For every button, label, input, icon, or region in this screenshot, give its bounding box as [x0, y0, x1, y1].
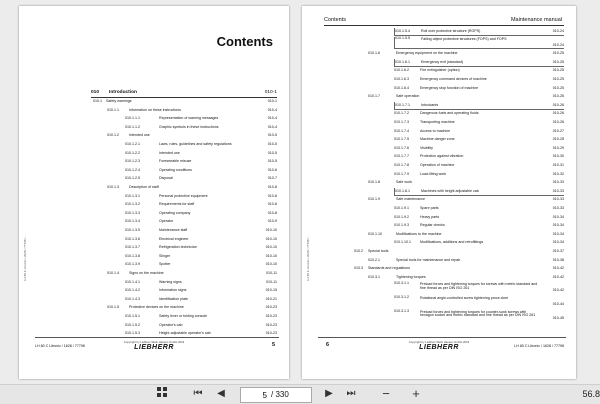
toc-page: 010-5 — [267, 133, 277, 138]
toc-number: 010.1.10 — [368, 231, 382, 236]
toc-number: 010.1.4 — [107, 271, 119, 275]
toc-page: 010-23 — [265, 305, 277, 310]
toc-page: 010-11 — [266, 279, 277, 284]
toc-title: Preload forces and tightening torques for screws with metric standard and fine thread as per DIN ISO 261 — [420, 282, 538, 291]
toc-number: 010.1.7.4 — [394, 128, 409, 133]
toc-title: Modifications to the machine — [396, 231, 442, 236]
toc-number: 010.1.2.1 — [125, 142, 140, 146]
toc-number: 010.1 — [93, 99, 102, 103]
toc-number: 010.1.7 — [368, 94, 380, 99]
toc-row[interactable] — [394, 239, 564, 246]
toc-title: Operator's cab — [159, 322, 183, 327]
toc-row[interactable] — [394, 282, 564, 293]
last-page-icon[interactable]: ⏭ — [346, 388, 356, 399]
toc-number: 010.1.9 — [368, 197, 380, 202]
toc-page: 010-33 — [552, 206, 564, 210]
toc-title: Warning signs — [159, 279, 182, 284]
toc-page: 010-1 — [267, 99, 277, 103]
toc-number: 010.1.5.5 — [395, 35, 410, 40]
grid-icon[interactable] — [154, 387, 170, 401]
toc-title: Falling object protective structures (FOPS) and FOPS — [421, 36, 507, 41]
toc-row[interactable] — [125, 236, 277, 243]
page-number-input[interactable] — [241, 388, 267, 402]
toc-title: Modifications, additions and retrofittings — [420, 240, 484, 245]
toc-title: Safety lever or folding console — [159, 314, 208, 318]
toc-page: 010-42 — [552, 266, 564, 271]
page-number: 5 — [271, 342, 275, 348]
toc-page: 010-9 — [267, 219, 277, 224]
toc-section-row[interactable] — [91, 88, 277, 98]
toc-title: Emergency command devices of machine — [420, 77, 487, 81]
toc-page: 010-34 — [552, 231, 564, 236]
toc-number: 010.1.9.3 — [394, 223, 409, 228]
toc-title: Operation of machine — [420, 163, 455, 167]
toc-title: Identification plate — [159, 296, 188, 301]
toc-page: 010-26 — [552, 102, 564, 107]
toc-page: 010-1 — [264, 90, 277, 95]
toc-row[interactable] — [394, 128, 564, 135]
toc-page: 010-10 — [265, 228, 277, 232]
toc-page: 010-4 — [267, 107, 277, 112]
toc-number: 010.1.9.1 — [394, 206, 409, 210]
toc-number: 010.1.3.2 — [125, 202, 140, 207]
toc-page: 010-6 — [267, 167, 277, 172]
toc-number: 010.1.3.7 — [125, 245, 140, 250]
toc-number: 010.3.1 — [368, 274, 380, 279]
toc-page: 010-33 — [552, 197, 564, 202]
toc-row[interactable] — [394, 153, 564, 160]
toc-row[interactable] — [394, 188, 564, 196]
toc-number: 010.1.2.4 — [125, 167, 140, 172]
toc-page: 010-7 — [267, 176, 277, 181]
footer-branding — [124, 340, 184, 351]
toc-page: 010-28 — [552, 137, 564, 142]
toc-row[interactable] — [394, 136, 564, 143]
toc-title: Intended use — [159, 150, 180, 155]
toc-row[interactable] — [394, 67, 564, 74]
toc-page: 010-34 — [552, 223, 564, 228]
toc-page: 010-25 — [552, 51, 564, 56]
side-margin-text: LH 80 C Litronic / 2028 / 77798 / ... — [23, 234, 27, 281]
toc-page: 010-38 — [552, 257, 564, 262]
toc-title: Intended use — [129, 133, 150, 138]
toc-row[interactable] — [394, 59, 564, 67]
toc-page: 010-44 — [552, 302, 564, 306]
toc-title: Spotter — [159, 262, 171, 267]
toc-title: Regular checks — [420, 223, 445, 228]
toc-number: 010.1.2.2 — [125, 150, 140, 155]
zoom-level[interactable]: 56.8 — [582, 389, 600, 399]
toc-row[interactable] — [125, 218, 277, 225]
toc-number: 010.1.1.2 — [125, 124, 140, 129]
toc-row[interactable] — [125, 124, 277, 131]
toc-row[interactable] — [394, 85, 564, 92]
toc-number: 010.2.1 — [368, 257, 380, 262]
page-title: Contents — [216, 34, 273, 49]
toc-page: 010-25 — [552, 68, 564, 73]
toc-title: Emergency stop function of machine — [420, 85, 479, 90]
toc-title: Tightening torques — [396, 274, 426, 279]
right-page — [302, 6, 576, 379]
toc-title: Safe maintenance — [396, 197, 425, 202]
toc-number: 010.1.7.9 — [394, 171, 409, 176]
toc-title: Intoxicants — [421, 102, 439, 107]
toc-page: 010-10 — [265, 262, 277, 267]
toc-page: 010-34 — [552, 240, 564, 245]
toc-row[interactable] — [125, 167, 277, 174]
toc-title: Signs on the machine — [129, 271, 164, 275]
toc-page: 010-5 — [267, 142, 277, 146]
prev-page-icon[interactable]: ◀ — [217, 388, 225, 399]
toc-page: 010-25 — [552, 59, 564, 64]
toc-page: 010-5 — [267, 159, 277, 164]
toc-number: 010.1.7.6 — [394, 145, 409, 150]
toc-title: Rotational angle-controlled screw tightening proce-dure — [420, 296, 509, 300]
toc-row[interactable] — [125, 175, 277, 182]
toc-row[interactable] — [125, 150, 277, 157]
toc-page: 010-4 — [267, 116, 277, 121]
toc-title: Operating company — [159, 210, 191, 215]
toc-title: Maintenance staff — [159, 228, 188, 232]
toc-title: Representation of warning messages — [159, 116, 219, 121]
toc-title: Protection against vibration — [420, 154, 464, 159]
toc-row[interactable] — [354, 248, 564, 255]
toc-row[interactable] — [394, 119, 564, 126]
toc-row[interactable] — [354, 265, 564, 272]
toc-number: 010.1.6.4 — [394, 85, 409, 90]
toc-row[interactable] — [368, 274, 564, 281]
toc-title: Graphic symbols in these instructions — [159, 124, 219, 129]
toc-number: 010.1.8 — [368, 180, 380, 185]
header-divider — [324, 25, 564, 26]
footer-doc-id: LH 80 C Litronic / 1628 / 77798 — [35, 344, 85, 348]
footer-branding — [409, 340, 469, 351]
zoom-out-icon[interactable]: − — [382, 386, 390, 401]
toc-title: Operating conditions — [159, 167, 192, 172]
toc-page: 010-25 — [552, 77, 564, 81]
toc-title: Electrical engineer — [159, 236, 189, 241]
toc-number: 010.1.6 — [368, 51, 380, 56]
toc-number: 010.1.3.8 — [125, 253, 140, 258]
toc-number: 010.1.3 — [107, 185, 119, 189]
toc-page: 010-23 — [265, 314, 277, 318]
toc-number: 010.1.8.1 — [395, 188, 410, 193]
toc-row[interactable] — [107, 184, 277, 191]
toc-number: 010.1.7.1 — [395, 102, 410, 107]
first-page-icon[interactable]: ⏮ — [193, 388, 203, 399]
toc-row[interactable] — [125, 227, 277, 234]
toc-title: Information on these instructions — [129, 107, 181, 112]
toc-row[interactable] — [394, 310, 564, 321]
toc-page: 010-23 — [265, 331, 277, 336]
toc-number: 010.1.9.2 — [394, 214, 409, 219]
toc-number: 010.1.7.7 — [394, 154, 409, 159]
toc-row[interactable] — [125, 244, 277, 251]
toc-title: Safe operation — [396, 94, 420, 99]
toc-page: 010-11 — [266, 271, 277, 275]
toc-title: Foreseeable misuse — [159, 159, 192, 164]
toc-number: 010.1.10.1 — [394, 240, 411, 245]
toc-title: Introduction — [109, 90, 137, 95]
toc-title: Transporting machine — [420, 120, 455, 124]
toc-number: 010.1.3.9 — [125, 262, 140, 267]
toc-title: Slinger — [159, 253, 171, 258]
toc-page: 010-26 — [552, 120, 564, 124]
toc-row[interactable] — [125, 158, 277, 165]
toc-title: Machine danger zone — [420, 137, 455, 142]
toc-number: 010.1.4.1 — [125, 279, 140, 284]
toc-page: 010-10 — [265, 245, 277, 250]
toc-number: 010.1.1 — [107, 107, 119, 112]
left-page — [19, 6, 289, 379]
toc-title: Special tools for maintenance and repair — [396, 257, 461, 262]
footer-divider — [318, 337, 566, 338]
toc-page: 010-8 — [267, 202, 277, 207]
toc-row[interactable] — [394, 222, 564, 229]
toc-number: 010.1.3.3 — [125, 210, 140, 215]
toc-row[interactable] — [107, 304, 277, 311]
toc-row[interactable] — [125, 115, 277, 122]
toc-row[interactable] — [394, 214, 564, 221]
toc-page: 010-8 — [267, 193, 277, 198]
footer-doc-id: LH 80 C Litronic / 1628 / 77798 — [514, 344, 564, 348]
page-number: 6 — [326, 342, 330, 348]
toc-number: 010.1.7.2 — [394, 111, 409, 116]
toc-row[interactable] — [394, 76, 564, 83]
toc-title: Visibility — [420, 145, 433, 150]
toc-row[interactable] — [125, 287, 277, 294]
toc-number: 010.1.5.3 — [125, 331, 140, 336]
toc-row[interactable] — [125, 313, 277, 320]
toc-number: 010.1.2 — [107, 133, 119, 138]
toc-number: 010.2 — [354, 249, 363, 253]
toc-title: Personal protective equipment — [159, 193, 208, 198]
toc-row[interactable] — [368, 50, 564, 57]
page-total: / 330 — [271, 390, 289, 399]
toc-page: 010-8 — [267, 185, 277, 189]
viewer-toolbar — [0, 384, 600, 404]
toc-title: Refrigeration technician — [159, 245, 197, 250]
toc-row[interactable] — [107, 132, 277, 139]
side-margin-text: LH 80 C Litronic / 2028 / 77798 / ... — [306, 234, 310, 281]
toc-row[interactable] — [394, 110, 564, 117]
toc-row[interactable] — [368, 179, 564, 186]
toc-number: 010.1.3.5 — [125, 228, 140, 232]
toc-title: Protective devices on the machine — [129, 305, 184, 310]
toc-row[interactable] — [394, 28, 564, 36]
toc-number: 010.1.5.2 — [125, 322, 140, 327]
running-header-left: Contents — [324, 17, 347, 23]
toc-title: Standards and regulations — [368, 266, 410, 271]
toc-page: 010-33 — [552, 188, 564, 193]
toc-title: Access to machine — [420, 128, 451, 133]
toc-number: 010.1.3.1 — [125, 193, 140, 198]
zoom-in-icon[interactable]: + — [412, 386, 420, 401]
toc-row[interactable] — [125, 322, 277, 329]
liebherr-logo: LIEBHERR — [134, 344, 174, 351]
toc-title: Dangerous fuels and operating fluids — [420, 111, 479, 116]
toc-row[interactable] — [125, 210, 277, 217]
toc-row[interactable] — [93, 98, 277, 105]
toc-page: 010-29 — [552, 145, 564, 150]
toc-page: 010-24 — [552, 42, 564, 47]
toc-page: 010-25 — [552, 85, 564, 90]
toc-number: 010.3 — [354, 266, 363, 271]
toc-page: 010-10 — [265, 236, 277, 241]
toc-title: Emergency exit (standard) — [421, 59, 464, 64]
toc-row[interactable] — [125, 296, 277, 303]
toc-title: Safety warnings — [106, 99, 132, 103]
copyright-text: Copyright by Liebherr-Werk Hausen GmbH 2019 — [123, 340, 185, 344]
toc-row[interactable] — [125, 141, 277, 148]
toc-number: 010.1.7.5 — [394, 137, 409, 142]
toc-row[interactable] — [394, 145, 564, 152]
toc-title: Height-adjustable operator's cab — [159, 331, 211, 336]
toc-row[interactable] — [394, 296, 564, 307]
toc-title: Fire extinguisher (option) — [420, 68, 460, 73]
toc-number: 010.1.7.3 — [394, 120, 409, 124]
next-page-icon[interactable]: ▶ — [325, 388, 333, 399]
toc-number: 010.1.5.4 — [395, 29, 410, 33]
toc-row[interactable] — [394, 102, 564, 110]
toc-row[interactable] — [107, 107, 277, 114]
toc-page: 010-42 — [552, 274, 564, 279]
toc-title: Load-lifting work — [420, 171, 447, 176]
toc-page: 010-27 — [552, 128, 564, 133]
toc-title: Special tools — [368, 249, 389, 253]
toc-page: 010-30 — [552, 154, 564, 159]
toc-page: 010-21 — [265, 296, 277, 301]
liebherr-logo: LIEBHERR — [419, 344, 459, 351]
toc-row[interactable] — [368, 93, 564, 100]
toc-row[interactable] — [125, 201, 277, 208]
footer-divider — [35, 337, 279, 338]
toc-page: 010-8 — [267, 210, 277, 215]
toc-title: Emergency equipment on the machine — [396, 51, 458, 56]
toc-number: 010.1.3.6 — [125, 236, 140, 241]
toc-title: Operator — [159, 219, 174, 224]
toc-row[interactable] — [394, 162, 564, 169]
toc-page: 010-32 — [552, 171, 564, 176]
toc-row[interactable] — [394, 37, 564, 49]
toc-number: 010.1.6.3 — [394, 77, 409, 81]
toc-number: 010.1.5.1 — [125, 314, 140, 318]
toc-title: Information signs — [159, 288, 187, 293]
toc-title: Preload forces and tightening torques for counter-sunk screws with hexagon socket and metric standard and fine thread as per DIN ISO 261 — [420, 309, 536, 318]
toc-row[interactable] — [394, 205, 564, 212]
toc-title: Spare parts — [420, 206, 439, 210]
toc-page: 010-10 — [265, 253, 277, 258]
toc-page: 010-33 — [552, 180, 564, 185]
toc-number: 010.1.3.4 — [125, 219, 140, 224]
toc-number: 010 — [91, 90, 100, 95]
toc-page: 010-4 — [267, 124, 277, 129]
toc-title: Heavy parts — [420, 214, 440, 219]
toc-number: 010.1.4.3 — [125, 296, 140, 301]
toc-page: 010-26 — [552, 111, 564, 116]
toc-number: 010.1.4.2 — [125, 288, 140, 293]
toc-number: 010.3.1.2 — [394, 295, 409, 299]
toc-title: Safe work — [396, 180, 412, 185]
toc-number: 010.1.1.1 — [125, 116, 140, 121]
toc-row[interactable] — [368, 196, 564, 203]
toc-row[interactable] — [368, 231, 564, 238]
toc-row[interactable] — [368, 257, 564, 264]
toc-number: 010.1.6.1 — [395, 59, 410, 64]
toc-number: 010.1.6.2 — [394, 68, 409, 73]
copyright-text: Copyright by Liebherr-Werk Hausen GmbH 2019 — [408, 340, 470, 344]
toc-page: 010-15 — [265, 288, 277, 293]
toc-row[interactable] — [107, 270, 277, 277]
toc-page: 010-37 — [552, 249, 564, 253]
toc-number: 010.1.7.8 — [394, 163, 409, 167]
toc-page: 010-24 — [552, 29, 564, 33]
toc-row[interactable] — [394, 171, 564, 178]
toc-row[interactable] — [125, 253, 277, 260]
toc-page: 010-5 — [267, 150, 277, 155]
page-navigator — [240, 387, 312, 403]
toc-page: 010-42 — [552, 288, 564, 293]
toc-row[interactable] — [125, 279, 277, 286]
toc-title: Machines with height adjustable cab — [421, 188, 479, 193]
toc-title: Laws, rules, guidelines and safety regulations — [159, 142, 232, 146]
toc-page: 010-45 — [552, 315, 564, 320]
toc-title: Requirements for staff — [159, 202, 195, 207]
toc-number: 010.3.1.1 — [394, 281, 409, 286]
running-header-right: Maintenance manual — [510, 17, 562, 23]
toc-row[interactable] — [125, 261, 277, 268]
toc-page: 010-23 — [265, 322, 277, 327]
toc-row[interactable] — [125, 193, 277, 200]
toc-title: Roll over protective structure (ROPS) — [421, 29, 481, 33]
toc-number: 010.1.2.5 — [125, 176, 140, 181]
toc-title: Description of staff — [129, 185, 159, 189]
toc-page: 010-26 — [552, 94, 564, 99]
toc-title: Disposal — [159, 176, 173, 181]
toc-page: 010-31 — [552, 163, 564, 167]
toc-page: 010-34 — [552, 214, 564, 219]
toc-number: 010.3.1.3 — [394, 308, 409, 313]
toc-number: 010.1.5 — [107, 305, 119, 310]
toc-number: 010.1.2.3 — [125, 159, 140, 164]
